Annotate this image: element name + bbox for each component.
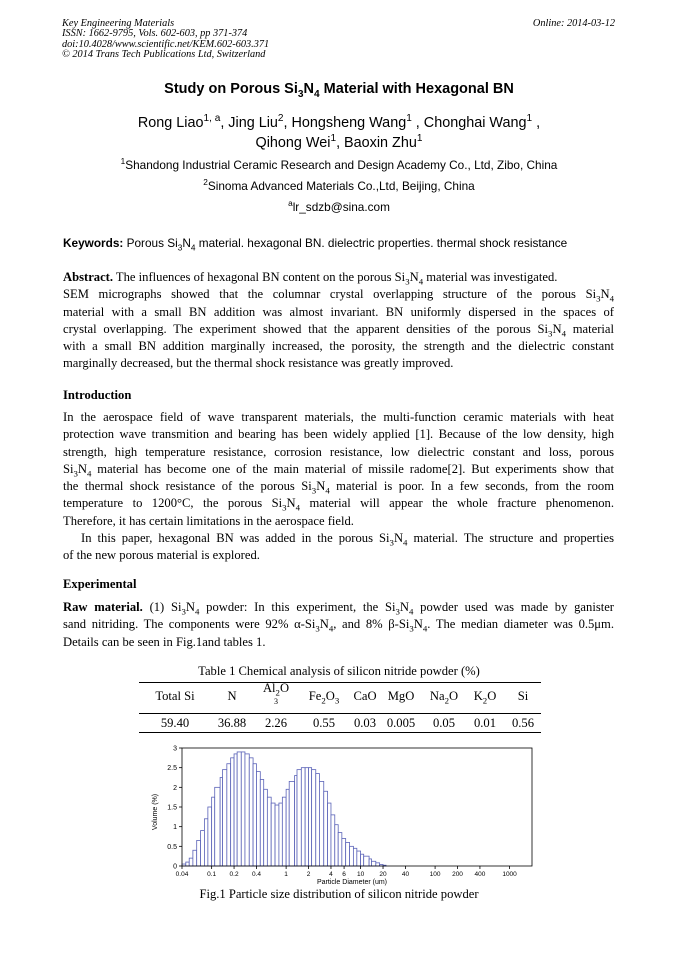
histogram-bar bbox=[282, 797, 286, 866]
y-axis-label: Volume (%) bbox=[152, 793, 159, 831]
online-date: Online: 2014-03-12 bbox=[532, 18, 615, 29]
histogram-bar bbox=[264, 789, 268, 866]
histogram-bar bbox=[305, 768, 308, 866]
histogram-bar bbox=[346, 842, 350, 866]
abstract-paragraph: Abstract. The influences of hexagonal BN content on the porous $Si_3N_4$ material was investigated. SEM micrographs showed that the columnar crystal overlapping structure of the porous $Si_3N_4$ material with a small BN addition was almost invariant. BN uniformly dispersed in the spaces of crystal overlapping. The experiment showed that the apparent densities of the porous $Si_3N_4$ material with a small BN addition marginally increased, the porosity, the strength and the dielectric constant marginally decreased, but the thermal shock resistance was greatly improved. bbox=[63, 270, 615, 371]
histogram-bar bbox=[215, 787, 220, 866]
histogram-bar bbox=[193, 850, 197, 866]
histogram-bar bbox=[279, 803, 282, 866]
raw-material-paragraph: Raw material. (1) $Si_3N_4$ powder: In this experiment, the $Si_3N_4$ powder used was made by ganister sand nitriding. The components were 92% $\alpha-Si_3N_4$, and 8% $\beta-Si_3N_4$. The median diameter was 0.5μm. Details can be seen in Fig.1and tables 1. bbox=[63, 600, 615, 649]
abstract-label: Abstract. bbox=[63, 270, 114, 284]
x-tick-label: 0.1 bbox=[207, 871, 217, 878]
histogram-bar bbox=[286, 789, 289, 866]
table-header-cell: N bbox=[227, 689, 237, 703]
histogram-bar bbox=[350, 846, 354, 866]
table-cell: 0.05 bbox=[432, 716, 456, 730]
issn-line: ISSN: 1662-9795, Vols. 602-603, pp 371-374 bbox=[62, 28, 248, 40]
histogram-bar bbox=[189, 858, 193, 866]
table-cell: 0.01 bbox=[473, 716, 497, 730]
histogram-bar bbox=[223, 770, 227, 866]
raw-material-label: Raw material. bbox=[63, 600, 143, 614]
histogram-bar bbox=[201, 831, 205, 866]
histogram-bar bbox=[338, 833, 342, 866]
x-tick-label: 200 bbox=[452, 871, 463, 878]
introduction-heading: Introduction bbox=[63, 388, 132, 402]
histogram-bar bbox=[253, 764, 256, 866]
histogram-bar bbox=[357, 851, 361, 866]
x-tick-label: 400 bbox=[474, 871, 486, 878]
x-axis-label: Particle Diameter (um) bbox=[316, 879, 388, 886]
x-tick-label: 0.04 bbox=[175, 871, 189, 878]
histogram-bar bbox=[249, 758, 253, 866]
y-tick-label: 3 bbox=[173, 745, 177, 753]
histogram-bar bbox=[376, 863, 380, 866]
affiliation-2: $^2$Sinoma Advanced Materials Co.,Ltd, Beijing, China bbox=[203, 178, 475, 193]
y-tick-label: 1 bbox=[173, 824, 177, 832]
table-cell: 0.56 bbox=[511, 716, 535, 730]
histogram-bar bbox=[267, 797, 271, 866]
histogram-bar bbox=[256, 772, 260, 866]
histogram-bar bbox=[275, 805, 279, 866]
table-1 bbox=[139, 682, 541, 732]
histogram-bar bbox=[312, 770, 316, 866]
x-tick-label: 0.4 bbox=[251, 871, 262, 878]
author-email[interactable]: $^a$lr_sdzb@sina.com bbox=[288, 199, 390, 214]
x-tick-label: 2 bbox=[306, 871, 311, 878]
table-cell: 59.40 bbox=[160, 716, 190, 730]
keywords-line: Keywords: Porous $Si_3N_4$ material. hexagonal BN. dielectric properties. thermal shock resistance bbox=[63, 236, 568, 253]
x-tick-label: 1000 bbox=[502, 871, 517, 878]
histogram-bar bbox=[364, 856, 369, 866]
table-header-cell: $Na_2O$ bbox=[429, 689, 459, 706]
figure-caption: Fig.1 Particle size distribution of silicon nitride powder bbox=[199, 887, 479, 901]
histogram-bar bbox=[234, 754, 237, 866]
histogram-bar bbox=[371, 861, 375, 866]
paper-title: Study on Porous $Si_3N_4$ Material with Hexagonal BN bbox=[164, 81, 514, 100]
affiliation-1: $^1$Shandong Industrial Ceramic Research and Design Academy Co., Ltd, Zibo, China bbox=[120, 157, 558, 172]
y-tick-label: 2 bbox=[173, 784, 177, 792]
journal-name: Key Engineering Materials bbox=[62, 18, 175, 29]
x-tick-label: 100 bbox=[429, 871, 441, 878]
y-tick-label: 0 bbox=[173, 863, 177, 871]
author-name: , Baoxin Zhu bbox=[336, 135, 417, 151]
table-header-cell: MgO bbox=[387, 689, 415, 703]
histogram-bar bbox=[197, 840, 201, 866]
histogram-bar bbox=[342, 838, 346, 866]
y-tick-label: 1.5 bbox=[167, 804, 177, 812]
introduction-paragraph: In the aerospace field of wave transparent materials, the multi-function ceramic materials with heat protection wave transmition and bearing has been widely applied [1]. Because of the low density, high strength, high temperature resistance, corrosion resistance, low dielectric constant and loss, porous $Si_3N_4$ material has become one of the main material of missile radome[2]. But experiments show that the thermal shock resistance of the porous $Si_3N_4$ material is poor. In a few seconds, from the room temperature to 1200°C, the porous $Si_3N_4$ material will appear the whole fracture phenomenon. Therefore, it has certain limitations in the aerospace field. In this paper, hexagonal BN was added in the porous $Si_3N_4$ material. The structure and properties of the new porous material is explored. bbox=[63, 410, 614, 563]
histogram-bar bbox=[301, 768, 305, 866]
histogram-bar bbox=[227, 764, 231, 866]
table-header-cell: Si bbox=[517, 689, 529, 703]
keywords-label: Keywords: bbox=[63, 236, 124, 250]
table-header-cell: $Al_2O$ 3 bbox=[262, 681, 290, 706]
histogram-bar bbox=[204, 819, 207, 866]
histogram-bar bbox=[309, 768, 312, 866]
author-name: , Chonghai Wang bbox=[411, 115, 527, 131]
histogram-bar bbox=[208, 807, 212, 866]
x-tick-label: 1 bbox=[284, 871, 288, 878]
particle-size-chart bbox=[140, 738, 540, 888]
table-caption: Table 1 Chemical analysis of silicon nitride powder (%) bbox=[198, 664, 480, 678]
author-name: Qihong Wei bbox=[255, 135, 331, 151]
x-tick-label: 20 bbox=[379, 871, 387, 878]
histogram-bar bbox=[186, 862, 189, 866]
histogram-bar bbox=[335, 825, 338, 866]
copyright-line: © 2014 Trans Tech Publications Ltd, Switzerland bbox=[62, 49, 266, 61]
table-cell: 36.88 bbox=[217, 716, 247, 730]
experimental-heading: Experimental bbox=[63, 577, 137, 591]
y-tick-label: 0.5 bbox=[167, 843, 177, 851]
histogram-bar bbox=[241, 752, 245, 866]
histogram-bar bbox=[260, 779, 263, 866]
doi-line[interactable]: doi:10.4028/www.scientific.net/KEM.602-603.371 bbox=[62, 38, 270, 50]
histogram-bar bbox=[331, 815, 335, 866]
histogram-bar bbox=[319, 781, 323, 866]
y-tick-label: 2.5 bbox=[167, 765, 177, 773]
table-header-cell: $Fe_2O_3$ bbox=[308, 689, 340, 706]
table-cell: 0.03 bbox=[353, 716, 377, 730]
table-cell: 2.26 bbox=[264, 716, 288, 730]
author-name: , Hongsheng Wang bbox=[283, 115, 407, 131]
author-name: Rong Liao bbox=[137, 115, 204, 131]
table-header-cell: Total Si bbox=[155, 689, 195, 703]
table-header-cell: $K_2O$ bbox=[473, 689, 497, 706]
histogram-bar bbox=[231, 758, 234, 866]
histogram-bar bbox=[324, 791, 328, 866]
histogram-bar bbox=[328, 803, 331, 866]
journal-header bbox=[62, 19, 269, 61]
x-tick-label: 6 bbox=[342, 871, 346, 878]
histogram-bar bbox=[212, 797, 215, 866]
histogram-bar bbox=[316, 774, 320, 866]
author-name: , Jing Liu bbox=[220, 115, 278, 131]
histogram-bar bbox=[271, 803, 275, 866]
table-cell: 0.005 bbox=[386, 716, 416, 730]
histogram-bar bbox=[297, 770, 301, 866]
histogram-bar bbox=[353, 848, 356, 866]
x-tick-label: 4 bbox=[329, 871, 333, 878]
histogram-bar bbox=[237, 752, 241, 866]
histogram-bar bbox=[361, 854, 364, 866]
x-tick-label: 10 bbox=[356, 871, 365, 878]
histogram-bar bbox=[289, 781, 294, 866]
x-tick-label: 40 bbox=[401, 871, 410, 878]
author-list: Rong Liao$^{1, a}$, Jing Liu$^2$, Hongsheng Wang$^1$ , Chonghai Wang$^1$ , Qihong Wei$^1$, Baoxin Zhu$^1$ bbox=[137, 113, 541, 151]
histogram-bar bbox=[245, 754, 249, 866]
table-header-cell: CaO bbox=[353, 689, 377, 703]
table-cell: 0.55 bbox=[312, 716, 336, 730]
x-tick-label: 0.2 bbox=[229, 871, 239, 878]
